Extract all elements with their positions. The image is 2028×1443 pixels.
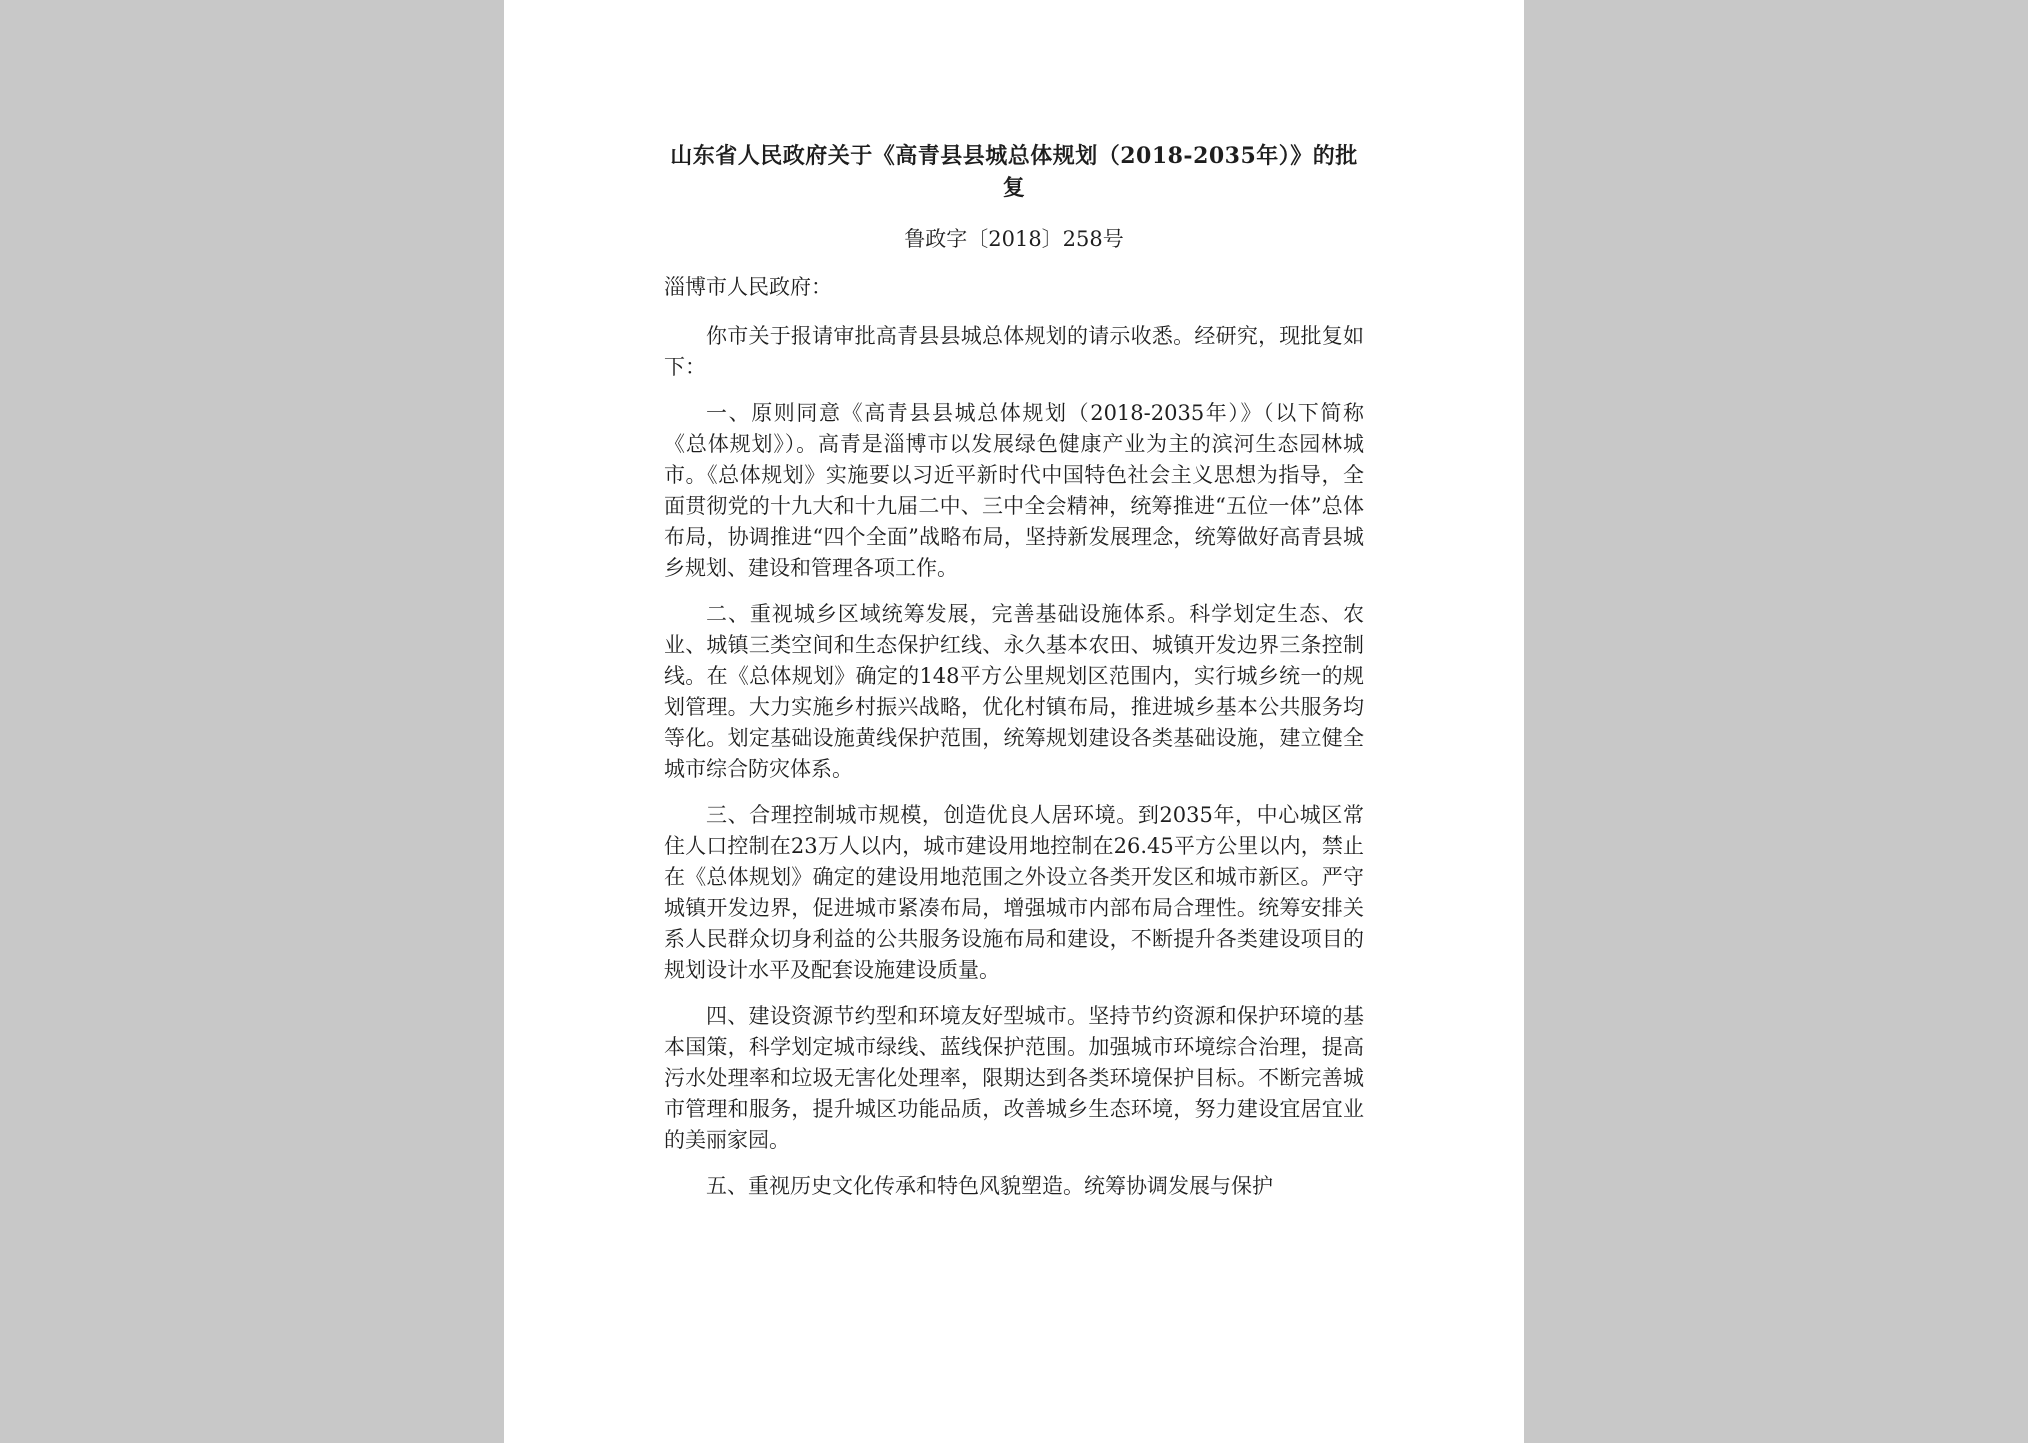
document-number: 鲁政字〔2018〕258号 [904,227,1124,251]
paragraph-5: 五、重视历史文化传承和特色风貌塑造。统筹协调发展与保护 [706,1174,1273,1198]
paragraph-4: 四、建设资源节约型和环境友好型城市。坚持节约资源和保护环境的基本国策，科学划定城市绿线、蓝线保护范围。加强城市环境综合治理，提高污水处理率和垃圾无害化处理率，限期达到各类环境保护目标。不断完善城市管理和服务，提升城区功能品质，改善城乡生态环境，努力建设宜居宜业的美丽家园。 [664,1004,1364,1152]
document-content [664,140,1364,1217]
salutation: 淄博市人民政府： [664,275,832,299]
paragraph-2: 二、重视城乡区域统筹发展，完善基础设施体系。科学划定生态、农业、城镇三类空间和生态保护红线、永久基本农田、城镇开发边界三条控制线。在《总体规划》确定的148平方公里规划区范围内，实行城乡统一的规划管理。大力实施乡村振兴战略，优化村镇布局，推进城乡基本公共服务均等化。划定基础设施黄线保护范围，统筹规划建设各类基础设施，建立健全城市综合防灾体系。 [664,602,1364,781]
paragraph-3: 三、合理控制城市规模，创造优良人居环境。到2035年，中心城区常住人口控制在23万人以内，城市建设用地控制在26.45平方公里以内，禁止在《总体规划》确定的建设用地范围之外设立各类开发区和城市新区。严守城镇开发边界，促进城市紧凑布局，增强城市内部布局合理性。统筹安排关系人民群众切身利益的公共服务设施布局和建设，不断提升各类建设项目的规划设计水平及配套设施建设质量。 [664,803,1364,982]
paragraph-1: 一、原则同意《高青县县城总体规划（2018-2035年）》（以下简称《总体规划》）。高青是淄博市以发展绿色健康产业为主的滨河生态园林城市。《总体规划》实施要以习近平新时代中国特色社会主义思想为指导，全面贯彻党的十九大和十九届二中、三中全会精神，统筹推进“五位一体”总体布局，协调推进“四个全面”战略布局，坚持新发展理念，统筹做好高青县城乡规划、建设和管理各项工作。 [664,401,1364,580]
document-page [504,0,1524,1443]
document-title: 山东省人民政府关于《高青县县城总体规划（2018-2035年）》的批复 [670,143,1358,201]
paragraph-intro: 你市关于报请审批高青县县城总体规划的请示收悉。经研究，现批复如下： [664,324,1364,379]
